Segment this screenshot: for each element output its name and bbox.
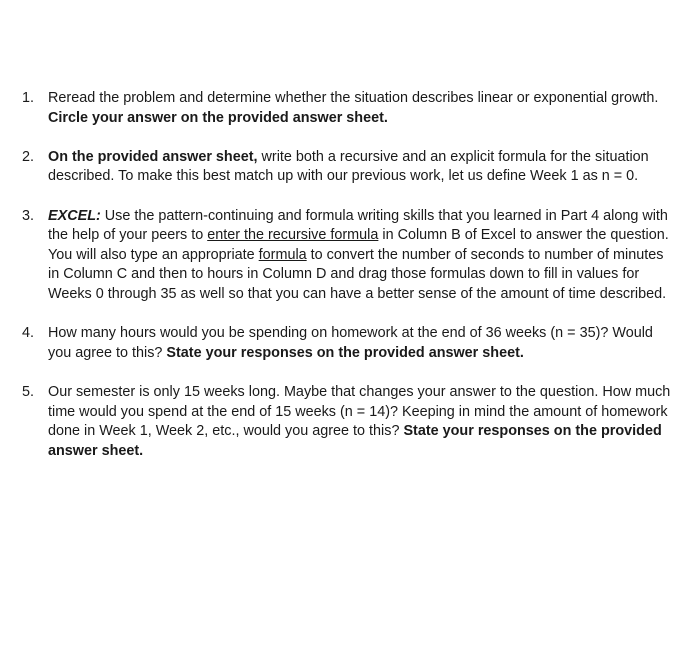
list-item	[22, 207, 678, 305]
item-text: EXCEL: Use the pattern-continuing and formula writing skills that you learned in Part 4 along with the help of your peers to enter the recursive formula in Column B of Excel to answer the question. You will also type an appropriate formula to convert the number of seconds to number of minutes in Column C and then to hours in Column D and drag those formulas down to fill in values for Weeks 0 through 35 as well so that you can have a better sense of the amount of time described.	[48, 207, 669, 302]
list-item	[22, 148, 678, 187]
underlined-phrase: enter the recursive formula	[207, 227, 379, 244]
item-number: 5.	[22, 383, 35, 400]
item-number: 3.	[22, 207, 35, 224]
item-text: How many hours would you be spending on homework at the end of 36 weeks (n = 35)? Would you agree to this? State your responses on the provided answer sheet.	[48, 325, 653, 361]
item-number: 2.	[22, 148, 35, 165]
item-number: 1.	[22, 90, 35, 106]
list-item	[22, 383, 678, 461]
item-text: Our semester is only 15 weeks long. Maybe that changes your answer to the question. How much time would you spend at the end of 15 weeks (n = 14)? Keeping in mind the amount of homework done in Week 1, Week 2, etc., would you agree to this? State your responses on the provided answer sheet.	[48, 383, 671, 459]
instruction-list	[22, 89, 678, 481]
underlined-phrase: formula	[258, 246, 307, 263]
item-text: On the provided answer sheet, write both a recursive and an explicit formula for the situation described. To make this best match up with our previous work, let us define Week 1 as n = 0.	[48, 148, 649, 185]
item-number: 4.	[22, 325, 35, 342]
list-item	[22, 89, 678, 128]
list-item	[22, 324, 678, 363]
item-text: Reread the problem and determine whether the situation describes linear or exponential growth. Circle your answer on the provided answer sheet.	[48, 90, 659, 126]
